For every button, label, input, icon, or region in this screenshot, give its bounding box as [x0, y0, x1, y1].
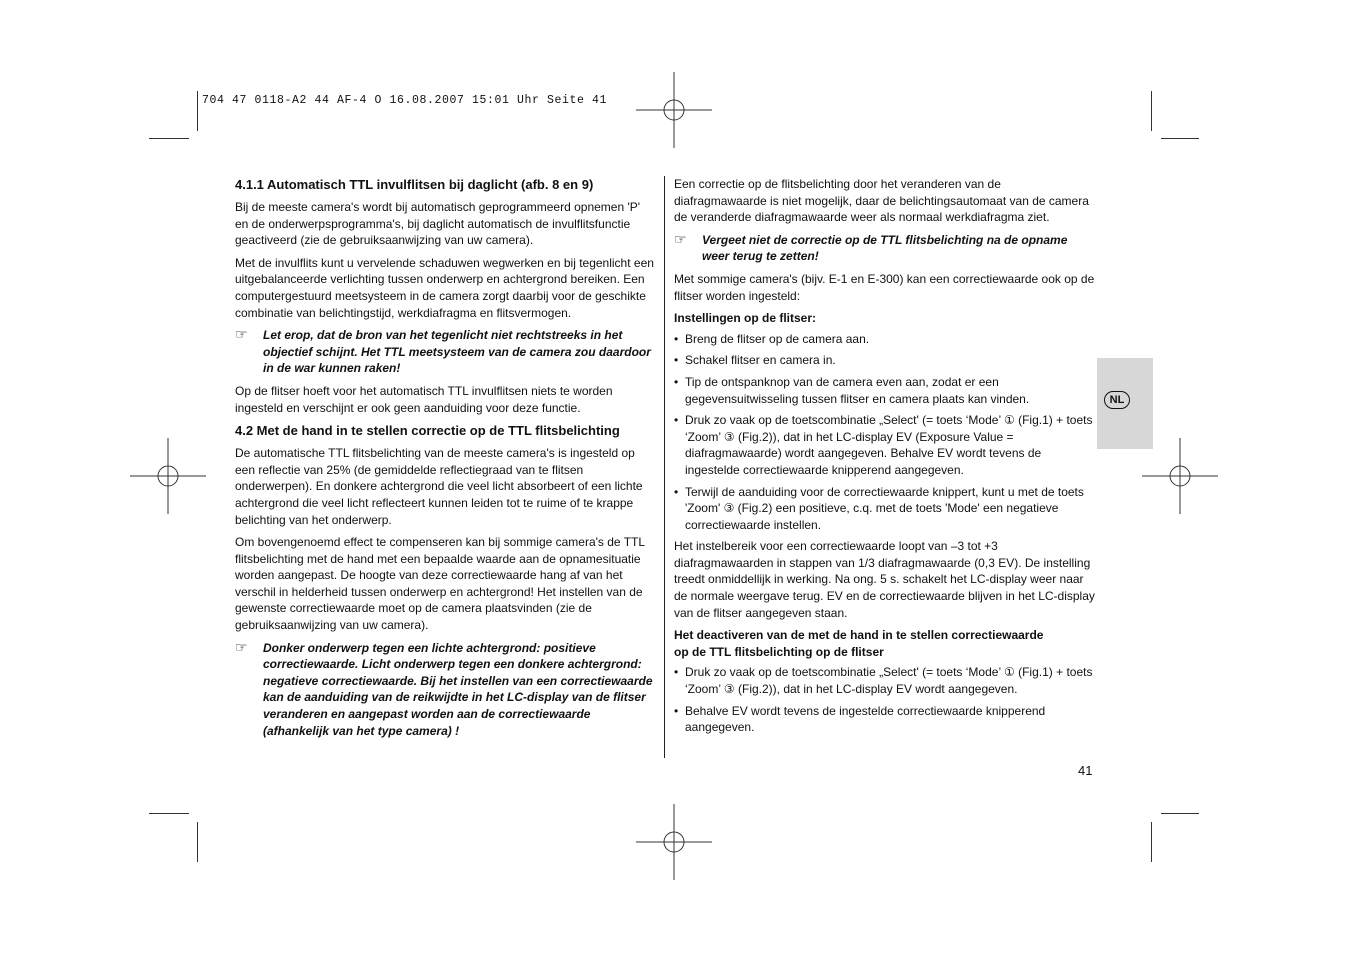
list-item: • Terwijl de aanduiding voor de correctiewaarde knippert, kunt u met de toets 'Zoom' ③ (Fig.2) een positieve, c.q. met de toets 'Mode' een negatieve correctiewaarde instellen. — [674, 484, 1096, 534]
list-item: • Druk zo vaak op de toetscombinatie „Select' (= toets ‘Mode’ ① (Fig.1) + toets ‘Zoom’ ③ (Fig.2)), dat in het LC-display EV (Exposure Value = diafragmawaarde) wordt aangegeven. Behalve EV wordt tevens de ingestelde correctiewaarde knipperend aangegeven. — [674, 412, 1096, 478]
right-column — [674, 176, 1096, 741]
crop-mark — [197, 91, 198, 131]
note — [235, 327, 655, 377]
paragraph: Een correctie op de flitsbelichting door het veranderen van de diafragmawaarde is niet mogelijk, daar de belichtingsautomaat van de camera de veranderde diafragmawaarde weer als normaal werkdiafragma ziet. — [674, 177, 1089, 225]
crop-mark — [149, 138, 189, 139]
paragraph: Bij de meeste camera's wordt bij automatisch geprogrammeerd opnemen 'P' en de onderwerpsprogramma's, bij daglicht automatisch de invulflitsfunctie geactiveerd (zie de gebruiksaanwijzing van uw camera). — [235, 200, 641, 248]
list-item: • Behalve EV wordt tevens de ingestelde correctiewaarde knipperend aangegeven. — [674, 703, 1096, 736]
column-divider — [664, 176, 665, 758]
list-item: • Schakel flitser en camera in. — [674, 352, 1096, 369]
paragraph: Met de invulflits kunt u vervelende schaduwen wegwerken en bij tegenlicht een uitgebalanceerde verlichting tussen onderwerp en achtergrond bereiken. Een computergestuurd meetsysteem in de camera zorgt daarbij voor de geschikte combinatie van belichtingstijd, werkdiafragma en flitsvermogen. — [235, 255, 654, 320]
settings-heading: Instellingen op de flitser: — [674, 311, 817, 326]
list-item: • Druk zo vaak op de toetscombinatie „Select' (= toets ‘Mode’ ① (Fig.1) + toets ‘Zoom’ ③ (Fig.2)), dat in het LC-display EV wordt aangegeven. — [674, 664, 1096, 697]
settings-list — [674, 331, 1096, 534]
pointing-hand-icon: ☞ — [674, 230, 687, 247]
list-item: • Tip de ontspanknop van de camera even aan, zodat er een gegevensuitwisseling tussen flitser en camera plaats kan vinden. — [674, 374, 1096, 407]
printer-slug: 704 47 0118-A2 44 AF-4 O 16.08.2007 15:01 Uhr Seite 41 — [202, 94, 608, 107]
registration-mark-icon — [1142, 438, 1218, 514]
pointing-hand-icon: ☞ — [235, 326, 248, 343]
note-text: Let erop, dat de bron van het tegenlicht niet rechtstreeks in het objectief schijnt. Het TTL meetsysteem van de camera zou daardoor in de war kunnen raken! — [263, 328, 651, 376]
deactivate-heading — [674, 627, 1096, 660]
deactivate-list — [674, 664, 1096, 735]
language-badge: NL — [1104, 391, 1130, 409]
note-text: Donker onderwerp tegen een lichte achtergrond: positieve correctiewaarde. Licht onderwerp tegen een donkere achtergrond: negatieve correctiewaarde. Bij het instellen van een correctiewaarde kan de aanduiding van de reikwijdte in het LC-display van de flitser veranderen en aangepast worden aan de correctiewaarde (afhankelijk van het type camera) ! — [263, 640, 653, 738]
crop-mark — [1151, 91, 1152, 131]
note — [674, 232, 1096, 265]
registration-mark-icon — [636, 804, 712, 880]
section-heading-4-1-1: 4.1.1 Automatisch TTL invulflitsen bij daglicht (afb. 8 en 9) — [235, 177, 594, 192]
crop-mark — [1151, 822, 1152, 862]
paragraph: Om bovengenoemd effect te compenseren kan bij sommige camera's de TTL flitsbelichting met de hand met een bepaalde waarde aan de opnamesituatie worden aangepast. De hoogte van deze correctiewaarde hang af van het verschil in helderheid tussen onderwerp en achtergrond! Het instellen van de gewenste correctiewaarde moet op de camera plaatsvinden (zie de gebruiksaanwijzing van uw camera). — [235, 535, 645, 633]
deactivate-heading-line: Het deactiveren van de met de hand in te stellen correctiewaarde — [674, 628, 1044, 643]
paragraph: De automatische TTL flitsbelichting van de meeste camera's is ingesteld op een reflectie van 25% (de gemiddelde reflectiegraad van te flitsen onderwerpen). En donkere achtergrond die veel licht absorbeert of een lichte achtergrond die veel licht reflecteert kunnen leiden tot te ruime of te krappe belichting van het onderwerp. — [235, 446, 643, 527]
note-text: Vergeet niet de correctie op de TTL flitsbelichting na de opname weer terug te zetten! — [702, 232, 1068, 264]
section-heading-4-2: 4.2 Met de hand in te stellen correctie op de TTL flitsbelichting — [235, 423, 620, 439]
deactivate-heading-line: op de TTL flitsbelichting op de flitser — [674, 644, 884, 659]
registration-mark-icon — [636, 72, 712, 148]
crop-mark — [197, 822, 198, 862]
note — [235, 640, 655, 740]
registration-mark-icon — [130, 438, 206, 514]
crop-mark — [149, 813, 189, 814]
paragraph: Met sommige camera's (bijv. E-1 en E-300) kan een correctiewaarde ook op de flitser worden ingesteld: — [674, 271, 1095, 303]
list-item: • Breng de flitser op de camera aan. — [674, 331, 1096, 348]
pointing-hand-icon: ☞ — [235, 638, 248, 655]
paragraph: Het instelbereik voor een correctiewaarde loopt van –3 tot +3 diafragmawaarden in stappen van 1/3 diafragmawaarde (0,3 EV). De instelling treedt onmiddellijk in werking. Na ong. 5 s. schakelt het LC-display weer naar de normale weergave terug. EV en de correctiewaarde blijven in het LC-display van de flitser aangegeven staan. — [674, 539, 1095, 620]
crop-mark — [1161, 813, 1199, 814]
crop-mark — [1161, 138, 1199, 139]
left-column — [235, 176, 655, 745]
paragraph: Op de flitser hoeft voor het automatisch TTL invulflitsen niets te worden ingesteld en verschijnt er ook geen aanduiding voor deze functie. — [235, 383, 613, 415]
page-number: 41 — [1078, 763, 1093, 778]
